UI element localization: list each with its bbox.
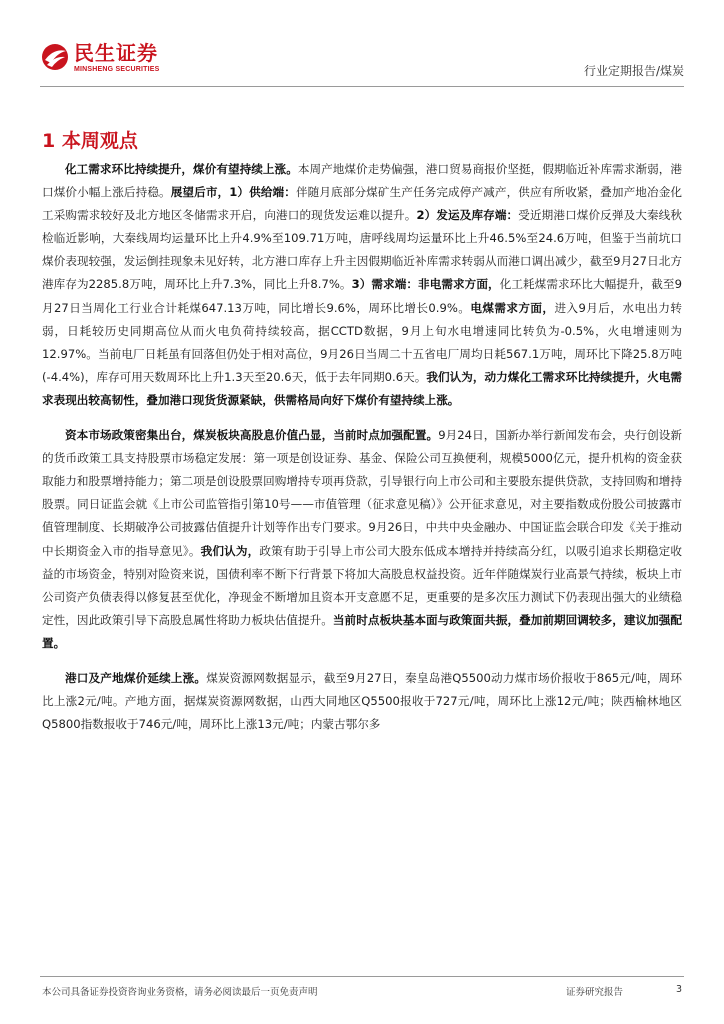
report-category: 行业定期报告/煤炭 (583, 64, 684, 78)
body-paragraph (42, 424, 682, 655)
body-text: 本周产地煤价走势偏强，港口贸易商报价坚挺，假期临近补库需求渐弱，港口煤价小幅上涨后持稳。 (42, 162, 682, 200)
logo-english-name: MINSHENG SECURITIES (74, 66, 160, 73)
bold-text: 我们认为，动力煤化工需求环比持续提升，火电需求表现出较高韧性，叠加港口现货货源紧缺，供需格局向好下煤价有望持续上涨。 (42, 369, 682, 407)
body-paragraph (42, 158, 682, 412)
body-text: 煤炭资源网数据显示，截至9月27日，秦皇岛港Q5500动力煤市场价报收于865元/吨，周环比上涨2元/吨。产地方面，据煤炭资源网数据，山西大同地区Q5500报收于727元/吨，周环比上涨12元/吨；陕西榆林地区Q5800指数报收于746元/吨，周环比上涨13元/吨；内蒙古鄂尔多 (42, 670, 682, 732)
company-logo (40, 40, 190, 82)
footer-disclaimer: 本公司具备证券投资咨询业务资格，请务必阅读最后一页免责声明 (42, 987, 318, 998)
bold-text: 展望后市，1）供给端： (170, 185, 296, 200)
logo-chinese-name: 民生证券 (74, 41, 158, 65)
bold-text: 电煤需求方面， (470, 300, 555, 315)
bold-text: 资本市场政策密集出台，煤炭板块高股息价值凸显，当前时点加强配置。 (65, 428, 439, 443)
bold-text: 3）需求端：非电需求方面， (351, 277, 500, 292)
body-text: 受近期港口煤价反弹及大秦线秋检临近影响，大秦线周均运量环比上升4.9%至109.71万吨，唐呼线周均运量环比上升46.5%至24.6万吨，但鉴于当前坑口煤价表现较强，发运倒挂现象未见好转，北方港口库存上升主因假期临近补库需求转弱从而港口调出减少，截至9月27日北方港库存为2285.8万吨，周环比上升7.3%，同比上升8.7%。 (42, 208, 682, 292)
body-text: 进入9月后，水电出力转弱，日耗较历史同期高位从而火电负荷持续较高，据CCTD数据，9月上旬水电增速同比转负为-0.5%，火电增速则为12.97%。当前电厂日耗虽有回落但仍处于相对高位，9月26日当周二十五省电厂周均日耗567.1万吨，周环比下降25.8万吨(-4.4%)，库存可用天数周环比上升1.3天至20.6天，低于去年同期0.6天。 (42, 300, 682, 384)
section-heading: 1 本周观点 (42, 130, 138, 152)
report-body (42, 158, 682, 748)
header-divider (40, 86, 684, 87)
footer-divider (40, 976, 684, 977)
body-text: 政策有助于引导上市公司大股东低成本增持并持续高分红，以吸引追求长期稳定收益的市场资金，特别对险资来说，国债利率不断下行背景下将加大高股息权益投资。近年伴随煤炭行业高景气持续，板块上市公司资产负债表得以修复甚至优化，净现金不断增加且资本开支意愿不足，更重要的是多次压力测试下仍表现出强大的业绩稳定性，因此政策引导下高股息属性将助力板块估值提升。 (42, 543, 682, 627)
footer-doc-type: 证券研究报告 (566, 987, 624, 998)
body-text: 9月24日，国新办举行新闻发布会，央行创设新的货币政策工具支持股票市场稳定发展：第一项是创设证券、基金、保险公司互换便利，规模5000亿元，提升机构的资金获取能力和股票增持能力；第二项是创设股票回购增持专项再贷款，引导银行向上市公司和主要股东提供贷款，支持回购和增持股票。同日证监会就《上市公司监管指引第10号——市值管理（征求意见稿）》公开征求意见，对主要指数成份股公司披露市值管理制度、长期破净公司披露估值提升计划等作出专门要求。9月26日，中共中央金融办、中国证监会联合印发《关于推动中长期资金入市的指导意见》。 (42, 428, 682, 558)
bold-text: 我们认为， (200, 543, 260, 558)
bold-text: 当前时点板块基本面与政策面共振，叠加前期回调较多，建议加强配置。 (42, 612, 682, 650)
body-text: 伴随月底部分煤矿生产任务完成停产减产，供应有所收紧，叠加产地冶金化工采购需求较好及北方地区冬储需求开启，向港口的现货发运难以提升。 (42, 185, 682, 223)
body-text: 化工耗煤需求环比大幅提升，截至9月27日当周化工行业合计耗煤647.13万吨，同比增长9.6%，周环比增长0.9%。 (42, 277, 682, 315)
page-header (40, 40, 684, 82)
body-paragraph (42, 667, 682, 736)
bold-text: 化工需求环比持续提升，煤价有望持续上涨。 (65, 162, 298, 176)
bold-text: 2）发运及库存端： (416, 208, 519, 223)
page-number: 3 (676, 984, 683, 995)
minsheng-logo-icon (40, 42, 70, 72)
bold-text: 港口及产地煤价延续上涨。 (65, 670, 207, 685)
